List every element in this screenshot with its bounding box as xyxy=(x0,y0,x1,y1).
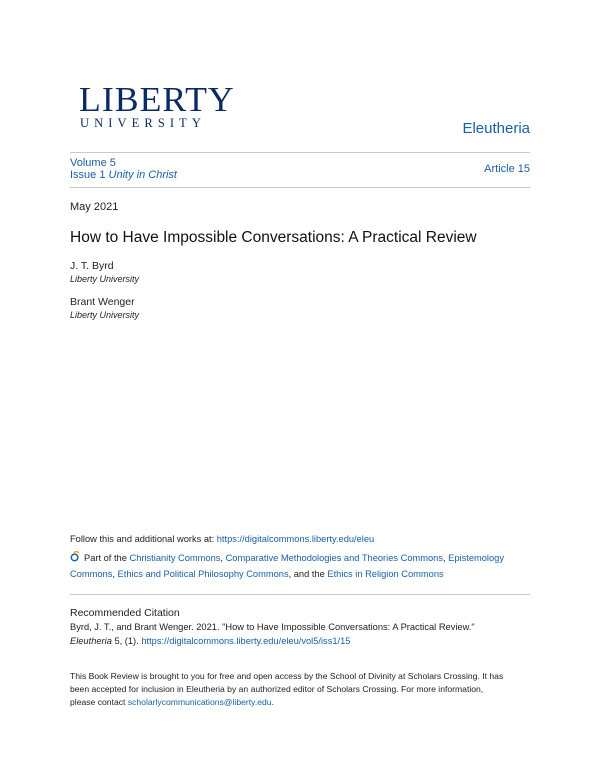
author-affiliation: Liberty University xyxy=(70,310,140,320)
separator: , and the xyxy=(288,569,328,579)
footer-line-prefix: please contact xyxy=(70,697,128,707)
citation-heading: Recommended Citation xyxy=(70,607,180,619)
discipline-link-ethics-political[interactable]: Ethics and Political Philosophy Commons xyxy=(117,569,289,579)
author-name: J. T. Byrd xyxy=(70,260,114,272)
volume-link[interactable]: Volume 5 xyxy=(70,157,116,169)
author-affiliation: Liberty University xyxy=(70,274,140,284)
open-access-icon xyxy=(70,551,81,562)
footer-notice xyxy=(70,670,540,709)
discipline-link-christianity[interactable]: Christianity Commons xyxy=(129,553,221,563)
issue-prefix: Issue 1 xyxy=(70,169,106,181)
article-number-link[interactable]: Article 15 xyxy=(484,163,530,175)
issue-link[interactable] xyxy=(70,169,177,181)
separator: , xyxy=(442,553,449,563)
footer-line: been accepted for inclusion in Eleutheria by an authorized editor of Scholars Crossing. For more information, xyxy=(70,684,484,694)
divider-header-bottom xyxy=(70,187,530,188)
footer-line: This Book Review is brought to you for free and open access by the School of Divinity at Scholars Crossing. It has xyxy=(70,671,504,681)
discipline-link-comparative[interactable]: Comparative Methodologies and Theories Commons xyxy=(225,553,443,563)
separator: , xyxy=(220,553,226,563)
citation-journal: Eleutheria xyxy=(70,636,112,646)
divider-citation xyxy=(70,594,530,595)
liberty-logo-subtitle: UNIVERSITY xyxy=(80,116,206,130)
contact-email-link[interactable]: scholarlycommunications@liberty.edu xyxy=(127,697,272,707)
liberty-logo-wordmark: LIBERTY xyxy=(79,80,235,119)
follow-text: Follow this and additional works at: xyxy=(70,534,217,544)
collection-link[interactable]: https://digitalcommons.liberty.edu/eleu xyxy=(216,534,375,544)
citation-volume: 5, (1). xyxy=(111,636,142,646)
follow-line xyxy=(70,531,374,547)
part-of-prefix: Part of the xyxy=(84,553,130,563)
journal-name-link[interactable]: Eleutheria xyxy=(462,120,530,137)
discipline-link-ethics-religion[interactable]: Ethics in Religion Commons xyxy=(327,569,444,579)
citation-link[interactable]: https://digitalcommons.liberty.edu/eleu/vol5/iss1/15 xyxy=(141,636,351,646)
publication-date: May 2021 xyxy=(70,201,119,213)
issue-title: Unity in Christ xyxy=(108,169,177,181)
article-title: How to Have Impossible Conversations: A Practical Review xyxy=(70,229,477,246)
part-of-disciplines xyxy=(70,550,540,582)
separator: , xyxy=(112,569,118,579)
citation-body: Byrd, J. T., and Brant Wenger. 2021. "How to Have Impossible Conversations: A Practical Review." xyxy=(70,622,475,632)
author-name: Brant Wenger xyxy=(70,296,135,308)
citation-text xyxy=(70,620,540,648)
footer-line-suffix: . xyxy=(271,697,274,707)
divider-top xyxy=(70,152,530,153)
discipline-link-epistemology[interactable]: Epistemology Commons xyxy=(70,553,504,579)
